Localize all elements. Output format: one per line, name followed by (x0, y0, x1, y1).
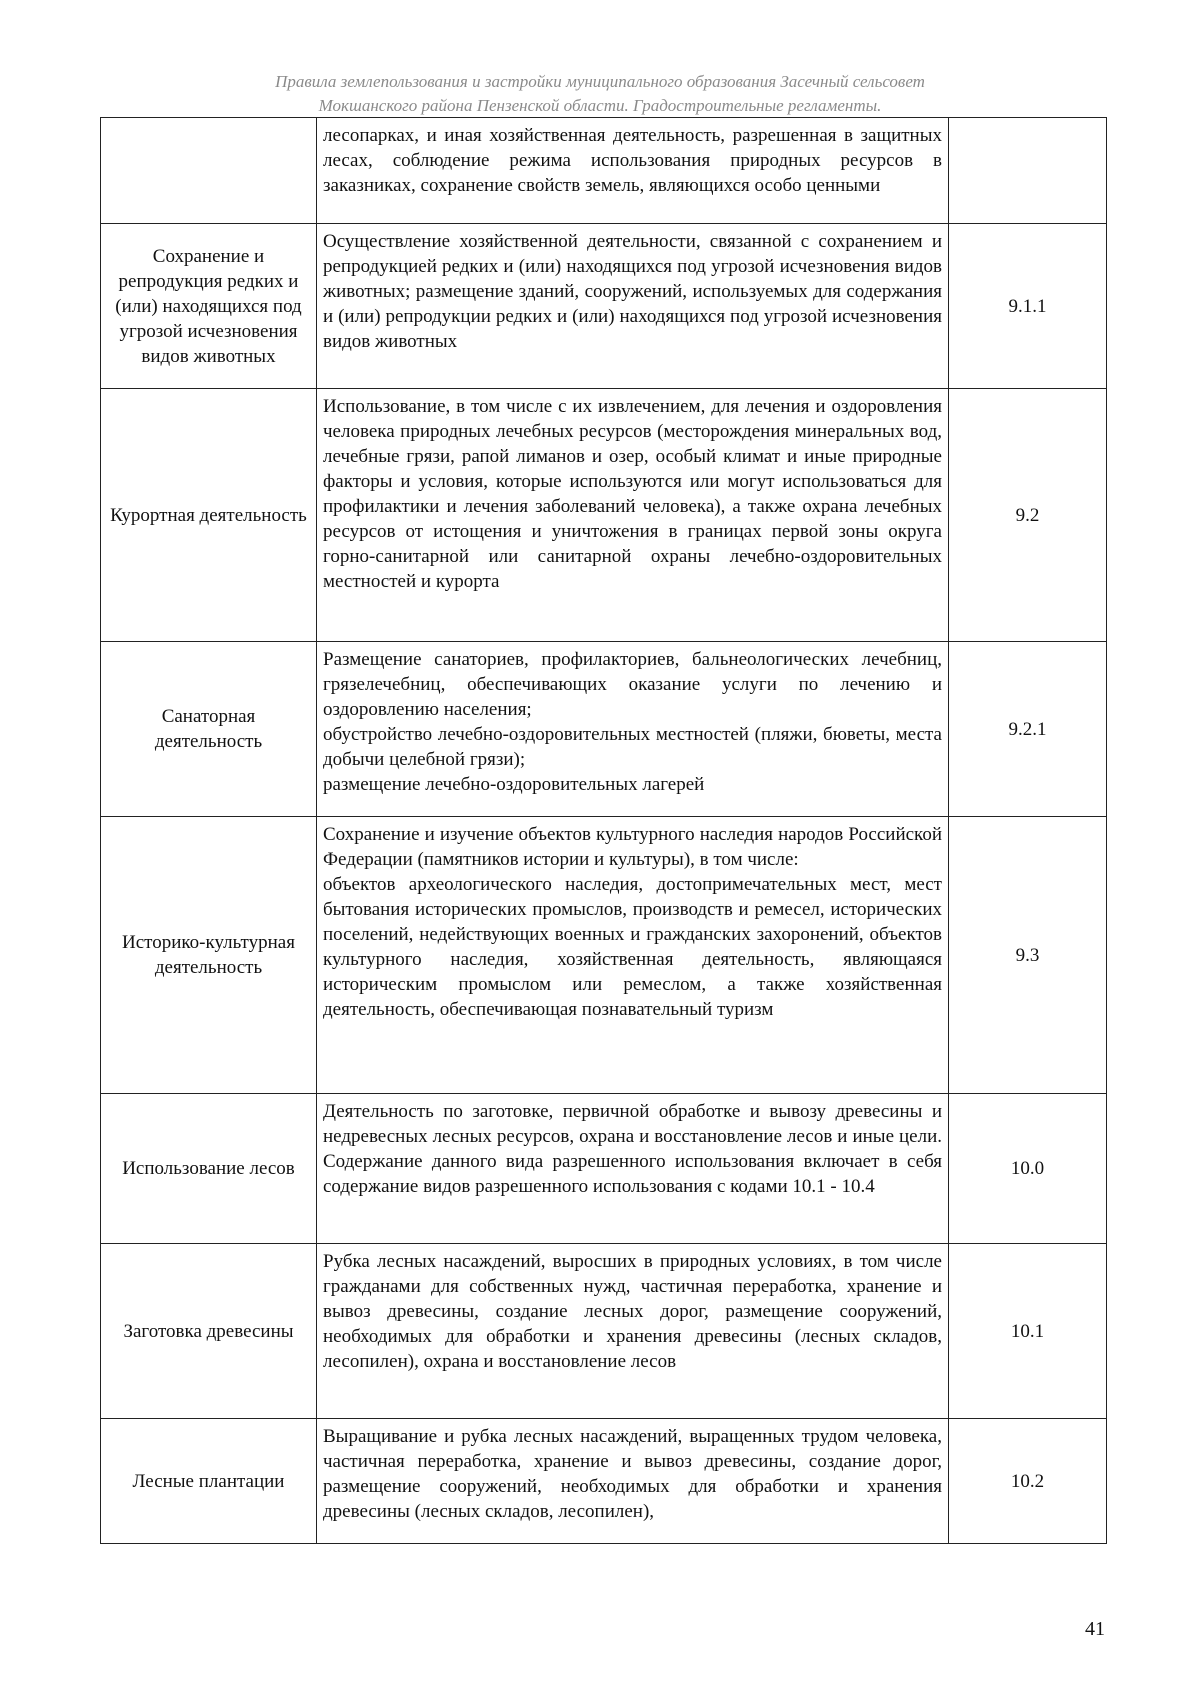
land-use-table (100, 117, 1107, 1544)
use-name: Заготовка древесины (101, 1244, 317, 1419)
description-paragraph: обустройство лечебно-оздоровительных местностей (пляжи, бюветы, места добычи целебной грязи); (323, 724, 942, 770)
description-paragraph: Размещение санаториев, профилакториев, бальнеологических лечебниц, грязелечебниц, обеспечивающих оказание услуги по лечению и оздоровлению населения; (323, 649, 942, 720)
use-description (317, 642, 949, 817)
use-name: Сохранение и репродукция редких и (или) находящихся под угрозой исчезновения видов животных (101, 224, 317, 389)
table-row (101, 817, 1107, 1094)
table-row (101, 224, 1107, 389)
use-name: Использование лесов (101, 1094, 317, 1244)
use-description (317, 1244, 949, 1419)
table-row (101, 1244, 1107, 1419)
use-code: 9.2 (949, 389, 1107, 642)
use-description (317, 1419, 949, 1544)
use-description (317, 389, 949, 642)
use-code: 10.0 (949, 1094, 1107, 1244)
use-name: Санаторная деятельность (101, 642, 317, 817)
page-number: 41 (1085, 1618, 1105, 1640)
use-description (317, 118, 949, 224)
use-name: Лесные плантации (101, 1419, 317, 1544)
use-name: Историко-культурная деятельность (101, 817, 317, 1094)
table-row (101, 1094, 1107, 1244)
use-name (101, 118, 317, 224)
description-paragraph: Рубка лесных насаждений, выросших в природных условиях, в том числе гражданами для собственных нужд, частичная переработка, хранение и вывоз древесины, создание лесных дорог, размещение сооружений, необходимых для обработки и хранения древесины (лесных складов, лесопилен), охрана и восстановление лесов (323, 1251, 942, 1372)
use-name: Курортная деятельность (101, 389, 317, 642)
description-paragraph: Сохранение и изучение объектов культурного наследия народов Российской Федерации (памятников истории и культуры), в том числе: (323, 824, 942, 870)
table-row (101, 642, 1107, 817)
running-header (100, 70, 1100, 118)
use-code (949, 118, 1107, 224)
header-line-2: Мокшанского района Пензенской области. Градостроительные регламенты. (318, 96, 882, 115)
use-description (317, 224, 949, 389)
description-paragraph: лесопарках, и иная хозяйственная деятельность, разрешенная в защитных лесах, соблюдение режима использования природных ресурсов в заказниках, сохранение свойств земель, являющихся особо ценными (323, 125, 942, 196)
header-line-1: Правила землепользования и застройки муниципального образования Засечный сельсовет (275, 72, 925, 91)
use-code: 9.3 (949, 817, 1107, 1094)
description-paragraph: объектов археологического наследия, достопримечательных мест, мест бытования исторических промыслов, производств и ремесел, исторических поселений, недействующих военных и гражданских захоронений, объектов культурного наследия, хозяйственная деятельность, являющаяся историческим промыслом или ремеслом, а также хозяйственная деятельность, обеспечивающая познавательный туризм (323, 874, 942, 1020)
table-row (101, 389, 1107, 642)
use-code: 10.2 (949, 1419, 1107, 1544)
description-paragraph: размещение лечебно-оздоровительных лагерей (323, 774, 705, 795)
description-paragraph: Выращивание и рубка лесных насаждений, выращенных трудом человека, частичная переработка, хранение и вывоз древесины, создание дорог, размещение сооружений, необходимых для обработки и хранения древесины (лесных складов, лесопилен), (323, 1426, 942, 1522)
use-code: 9.1.1 (949, 224, 1107, 389)
use-code: 10.1 (949, 1244, 1107, 1419)
table-row (101, 1419, 1107, 1544)
description-paragraph: Использование, в том числе с их извлечением, для лечения и оздоровления человека природных лечебных ресурсов (месторождения минеральных вод, лечебные грязи, рапой лиманов и озер, особый климат и иные природные факторы и условия, которые используются или могут использоваться для профилактики и лечения заболеваний человека), а также охрана лечебных ресурсов от истощения и уничтожения в границах первой зоны округа горно-санитарной или санитарной охраны лечебно-оздоровительных местностей и курорта (323, 396, 942, 592)
use-description (317, 817, 949, 1094)
description-paragraph: Осуществление хозяйственной деятельности, связанной с сохранением и репродукцией редких и (или) находящихся под угрозой исчезновения видов животных; размещение зданий, сооружений, используемых для содержания и (или) репродукции редких и (или) находящихся под угрозой исчезновения видов животных (323, 231, 942, 352)
description-paragraph: Деятельность по заготовке, первичной обработке и вывозу древесины и недревесных лесных ресурсов, охрана и восстановление лесов и иные цели. Содержание данного вида разрешенного использования включает в себя содержание видов разрешенного использования с кодами 10.1 - 10.4 (323, 1101, 942, 1197)
use-description (317, 1094, 949, 1244)
use-code: 9.2.1 (949, 642, 1107, 817)
table-row (101, 118, 1107, 224)
